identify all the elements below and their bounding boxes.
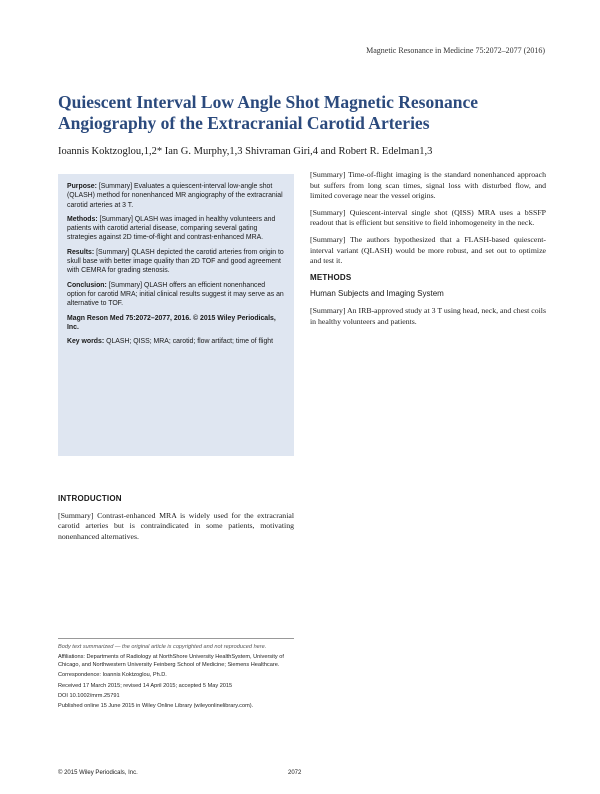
keywords-text: QLASH; QISS; MRA; carotid; flow artifact; time of flight (106, 338, 274, 346)
results-label: Results: (67, 248, 95, 256)
results-text: [Summary] QLASH depicted the carotid arteries from origin to skull base with better image quality than 2D TOF and good agreement with CEMRA for grading stenosis. (67, 248, 284, 275)
intro-paragraph-2: [Summary] Time-of-flight imaging is the standard nonenhanced approach but suffers from long scan times, signal loss with disturbed flow, and limited coverage near the vessel origins. (310, 170, 546, 201)
conclusion-label: Conclusion: (67, 281, 107, 289)
published-online: Published online 15 June 2015 in Wiley Online Library (wileyonlinelibrary.com). (58, 703, 254, 710)
abstract-results (67, 248, 285, 276)
summary-notice: Body text summarized — the original article is copyrighted and not reproduced here. (58, 644, 267, 650)
keywords-label: Key words: (67, 338, 105, 346)
methods-label: Methods: (67, 215, 98, 223)
purpose-label: Purpose: (67, 183, 97, 190)
conclusion-text: [Summary] QLASH offers an efficient nonenhanced option for carotid MRA; initial clinical results suggest it may serve as an alternative to TOF. (67, 281, 284, 308)
footnote-divider (58, 638, 294, 639)
abstract-box (58, 174, 294, 456)
abstract-conclusion (67, 281, 285, 309)
intro-paragraph-4: [Summary] The authors hypothesized that a FLASH-based quiescent-interval variant (QLASH) would be more robust, and set out to optimize and test it. (310, 234, 546, 266)
footnotes (58, 644, 294, 714)
abstract-methods (67, 215, 285, 243)
affiliations: Affiliations: Departments of Radiology at NorthShore University HealthSystem, University of Chicago, and Northwestern University Feinberg School of Medicine; Siemens Healthcare. (58, 654, 284, 668)
page-number: 2072 (288, 770, 302, 776)
journal-header: Magnetic Resonance in Medicine 75:2072–2077 (2016) (366, 46, 545, 55)
intro-heading: INTRODUCTION (58, 494, 122, 503)
abstract-purpose (67, 182, 285, 210)
right-column (310, 170, 546, 333)
author-list: Ioannis Koktzoglou,1,2* Ian G. Murphy,1,3 Shivraman Giri,4 and Robert R. Edelman1,3 (58, 146, 433, 157)
correspondence: Correspondence: Ioannis Koktzoglou, Ph.D. (58, 672, 167, 679)
received-dates: Received 17 March 2015; revised 14 April 2015; accepted 5 May 2015 (58, 682, 233, 689)
left-column (58, 494, 294, 548)
copyright-line: © 2015 Wiley Periodicals, Inc. (58, 770, 138, 776)
methods-heading: METHODS (310, 272, 352, 282)
intro-paragraph-3: [Summary] Quiescent-interval single shot (QISS) MRA uses a bSSFP readout that is efficient but sensitive to field inhomogeneity in the neck. (310, 207, 546, 228)
methods-paragraph: [Summary] An IRB-approved study at 3 T using head, neck, and chest coils in healthy volunteers and patients. (310, 305, 546, 326)
article-title: Quiescent Interval Low Angle Shot Magnetic Resonance Angiography of the Extracranial Carotid Arteries (58, 92, 478, 133)
intro-paragraph-1: [Summary] Contrast-enhanced MRA is widely used for the extracranial carotid arteries but is contraindicated in some patients, motivating nonenhanced alternatives. (58, 510, 294, 541)
methods-subheading: Human Subjects and Imaging System (310, 289, 444, 299)
doi: DOI 10.1002/mrm.25791 (58, 693, 120, 700)
methods-text: [Summary] QLASH was imaged in healthy volunteers and patients with carotid arterial disease, comparing several gating strategies against 2D time-of-flight and contrast-enhanced MRA. (67, 215, 276, 242)
abstract-keywords (67, 337, 285, 346)
abstract-citation (67, 314, 285, 333)
purpose-text: [Summary] Evaluates a quiescent-interval low-angle shot (QLASH) method for nonenhanced MR angiography of the extracranial carotid arteries at 3 T. (67, 183, 283, 209)
citation-text: Magn Reson Med 75:2072–2077, 2016. © 2015 Wiley Periodicals, Inc. (67, 314, 276, 331)
